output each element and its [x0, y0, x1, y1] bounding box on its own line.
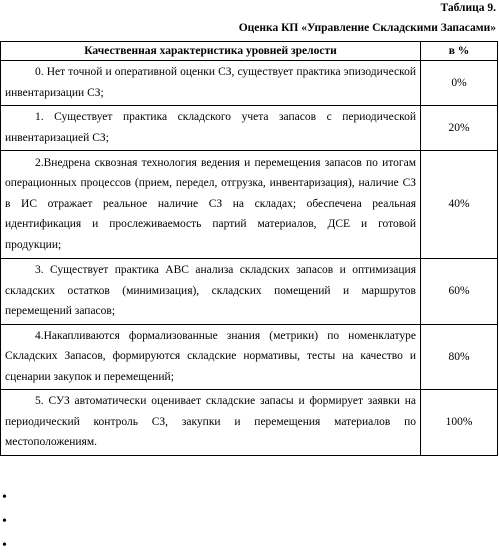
row-description [1, 259, 421, 325]
table-row [1, 61, 498, 106]
table-row [1, 324, 498, 390]
table-row [1, 259, 498, 325]
bullet-list [2, 486, 7, 558]
row-description [1, 61, 421, 106]
row-percent: 20% [421, 106, 498, 151]
row-description-text: 4.Накапливаются формализованные знания (метрики) по номенклатуре Складских Запасов, формируются складские нормативы, тесты на качество и сценарии закупок и перемещений; [5, 329, 416, 383]
header-description: Качественная характеристика уровней зрелости [1, 42, 421, 61]
table-number: Таблица 9. [440, 2, 496, 14]
table-row [1, 390, 498, 456]
table-row [1, 151, 498, 259]
table-row [1, 106, 498, 151]
row-description-text: 2.Внедрена сквозная технология ведения и перемещения запасов по итогам операционных процессов (прием, передел, отгрузка, инвентаризация), наличие СЗ в ИС отражает реальное наличие СЗ на складах; обеспечена реальная идентификация и прослеживаемость партий материалов, ДСЕ и готовой продукции; [5, 156, 416, 251]
maturity-table [0, 41, 498, 456]
table-title: Оценка КП «Управление Складскими Запасами» [238, 22, 496, 34]
bullet-item: • [2, 538, 7, 553]
row-description-text: 0. Нет точной и оперативной оценки СЗ, существует практика эпизодической инвентаризации СЗ; [5, 66, 416, 99]
row-description [1, 151, 421, 259]
row-description [1, 324, 421, 390]
row-description [1, 106, 421, 151]
row-percent: 80% [421, 324, 498, 390]
bullet-item: • [2, 490, 7, 505]
row-percent: 100% [421, 390, 498, 456]
row-percent: 40% [421, 151, 498, 259]
row-percent: 60% [421, 259, 498, 325]
table-header-row [1, 42, 498, 61]
row-description-text: 5. СУЗ автоматически оценивает складские запасы и формирует заявки на периодический контроль СЗ, закупки и перемещения материалов по местоположениям. [5, 395, 416, 449]
bullet-item: • [2, 514, 7, 529]
row-percent: 0% [421, 61, 498, 106]
row-description-text: 1. Существует практика складского учета запасов с периодической инвентаризацией СЗ; [5, 111, 416, 144]
header-percent: в % [421, 42, 498, 61]
row-description [1, 390, 421, 456]
row-description-text: 3. Существует практика ABC анализа складских запасов и оптимизация складских остатков (минимизация), складских помещений и маршрутов перемещений запасов; [5, 264, 416, 317]
